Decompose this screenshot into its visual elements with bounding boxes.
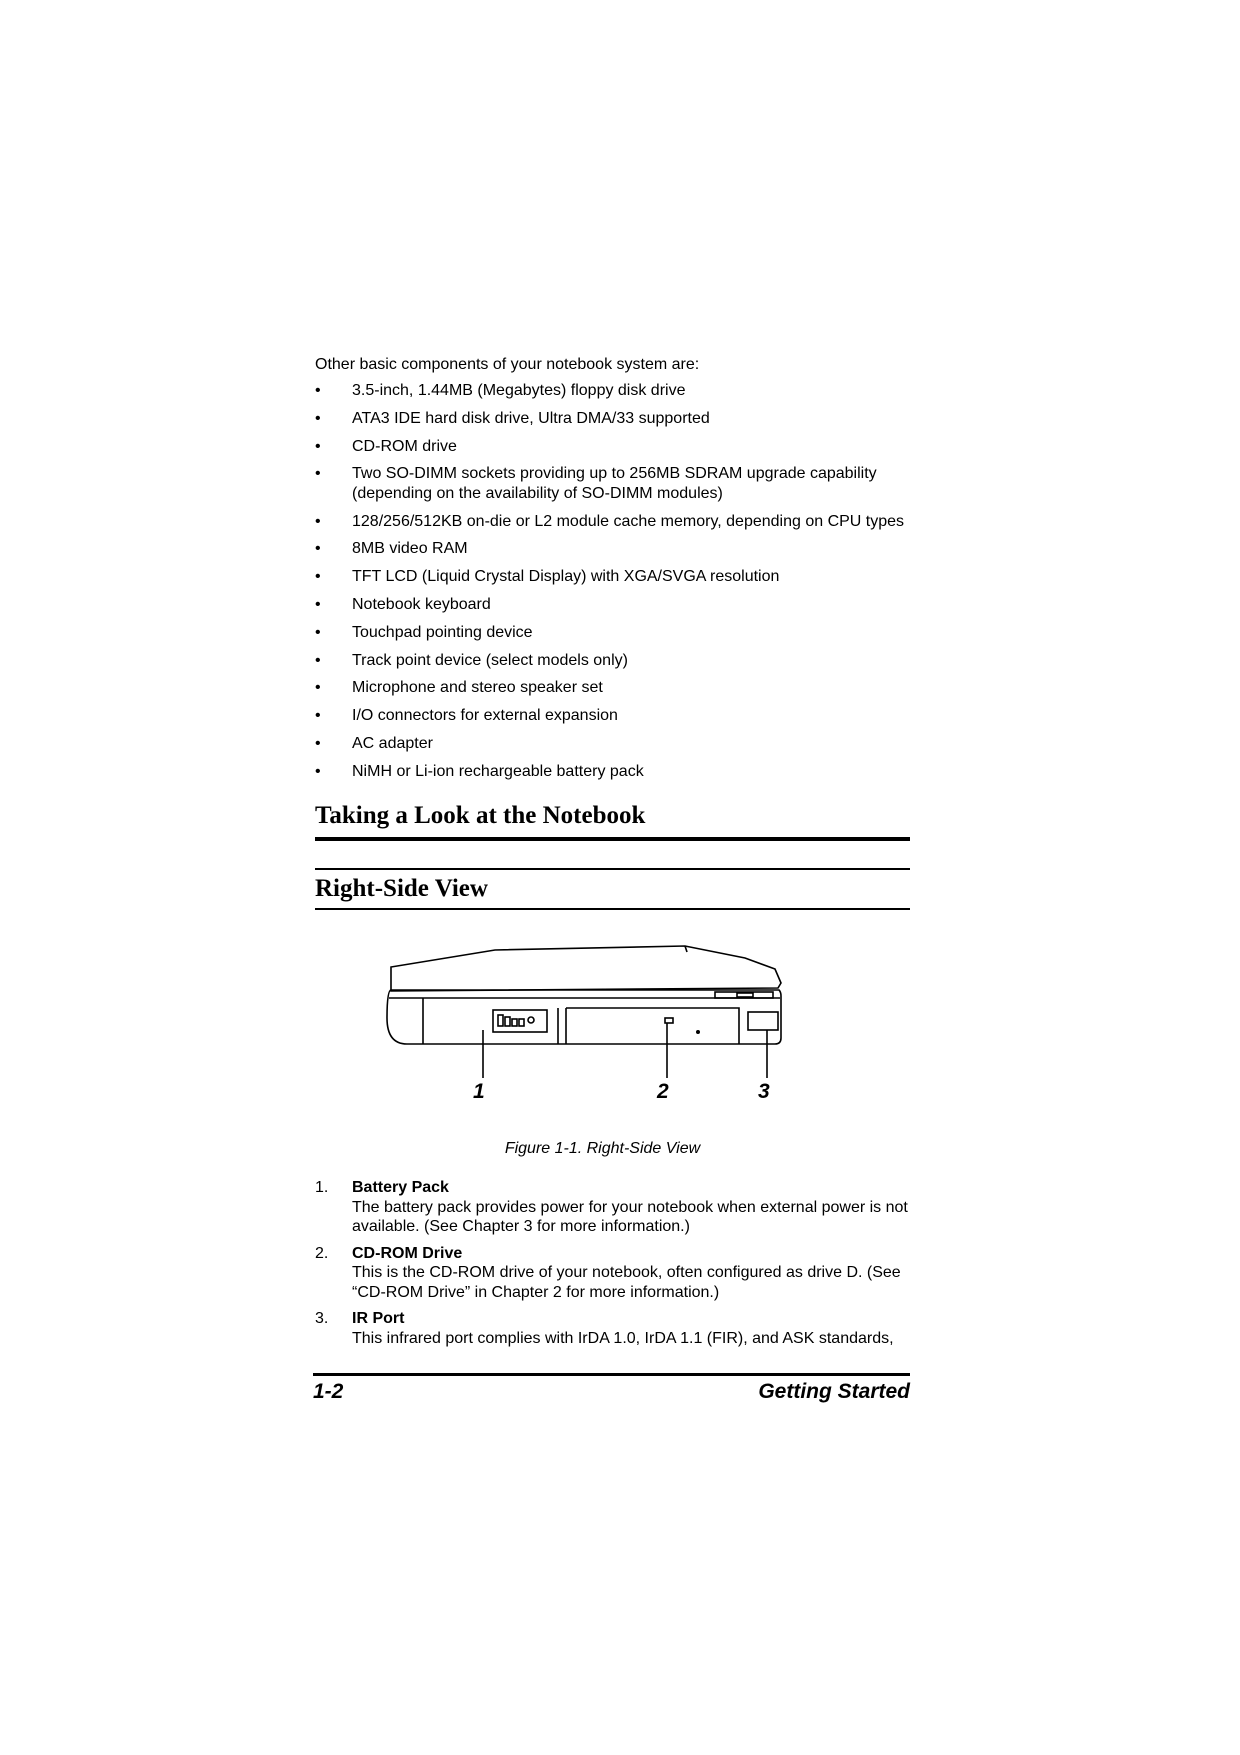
item-text: This infrared port complies with IrDA 1.0, IrDA 1.1 (FIR), and ASK standards, — [352, 1329, 894, 1347]
item-title: Battery Pack — [352, 1179, 449, 1197]
component-descriptions — [315, 1178, 910, 1348]
list-item: • 8MB video RAM — [315, 540, 468, 558]
intro-text: Other basic components of your notebook system are: — [315, 356, 700, 373]
item-title: IR Port — [352, 1310, 405, 1328]
item-number: 2. — [315, 1244, 329, 1262]
subsection-title: Right-Side View — [315, 868, 910, 910]
bullet-icon: • — [315, 735, 321, 753]
bullet-icon: • — [315, 707, 321, 725]
item-title: CD-ROM Drive — [352, 1244, 463, 1262]
list-item: • Microphone and stereo speaker set — [315, 679, 603, 697]
list-item — [315, 1178, 910, 1237]
list-item: • 128/256/512KB on-die or L2 module cache memory, depending on CPU types — [315, 512, 905, 530]
page-number: 1-2 — [313, 1380, 344, 1403]
list-item: • Track point device (select models only) — [315, 651, 628, 669]
bullet-icon: • — [315, 679, 321, 697]
bullet-icon: • — [315, 623, 321, 641]
figure-caption: Figure 1-1. Right-Side View — [504, 1140, 701, 1158]
list-item — [315, 1244, 910, 1303]
list-item: • 3.5-inch, 1.44MB (Megabytes) floppy disk drive — [315, 382, 686, 399]
page-footer — [313, 1373, 910, 1404]
list-item: • Two SO-DIMM sockets providing up to 256MB SDRAM upgrade capability (depending on the availability of SO-DIMM modules) — [315, 465, 877, 502]
page-content — [315, 355, 910, 1355]
list-item: • AC adapter — [315, 735, 433, 753]
section-title: Taking a Look at the Notebook — [315, 801, 910, 841]
list-item: • ATA3 IDE hard disk drive, Ultra DMA/33 supported — [315, 409, 710, 427]
list-item: • Touchpad pointing device — [315, 623, 533, 641]
callout-label-3: 3 — [758, 1080, 770, 1104]
item-number: 3. — [315, 1310, 329, 1328]
notebook-right-side-illustration — [315, 940, 910, 1140]
bullet-icon: • — [315, 651, 321, 669]
list-item — [315, 1309, 910, 1348]
right-side-view-figure — [315, 940, 910, 1140]
bullet-icon: • — [315, 762, 321, 780]
list-item: • CD-ROM drive — [315, 437, 457, 455]
chapter-title: Getting Started — [758, 1380, 910, 1403]
item-text: The battery pack provides power for your notebook when external power is not available. (See Chapter 3 for more information.) — [352, 1198, 908, 1236]
list-item: • Notebook keyboard — [315, 596, 491, 614]
bullet-icon: • — [315, 568, 321, 586]
bullet-icon: • — [315, 437, 321, 455]
callout-label-2: 2 — [657, 1080, 669, 1104]
item-text: This is the CD-ROM drive of your notebook, often configured as drive D. (See “CD-ROM Drive” in Chapter 2 for more information.) — [352, 1264, 901, 1301]
list-item: • I/O connectors for external expansion — [315, 707, 618, 725]
list-item: • NiMH or Li-ion rechargeable battery pack — [315, 762, 644, 780]
bullet-icon: • — [315, 596, 321, 614]
list-item: • TFT LCD (Liquid Crystal Display) with XGA/SVGA resolution — [315, 568, 780, 586]
bullet-icon: • — [315, 465, 321, 483]
item-number: 1. — [315, 1179, 329, 1197]
bullet-icon: • — [315, 382, 321, 399]
bullet-icon: • — [315, 540, 321, 558]
bullet-icon: • — [315, 512, 321, 530]
callout-label-1: 1 — [473, 1080, 485, 1104]
components-list — [315, 381, 910, 781]
bullet-icon: • — [315, 409, 321, 427]
